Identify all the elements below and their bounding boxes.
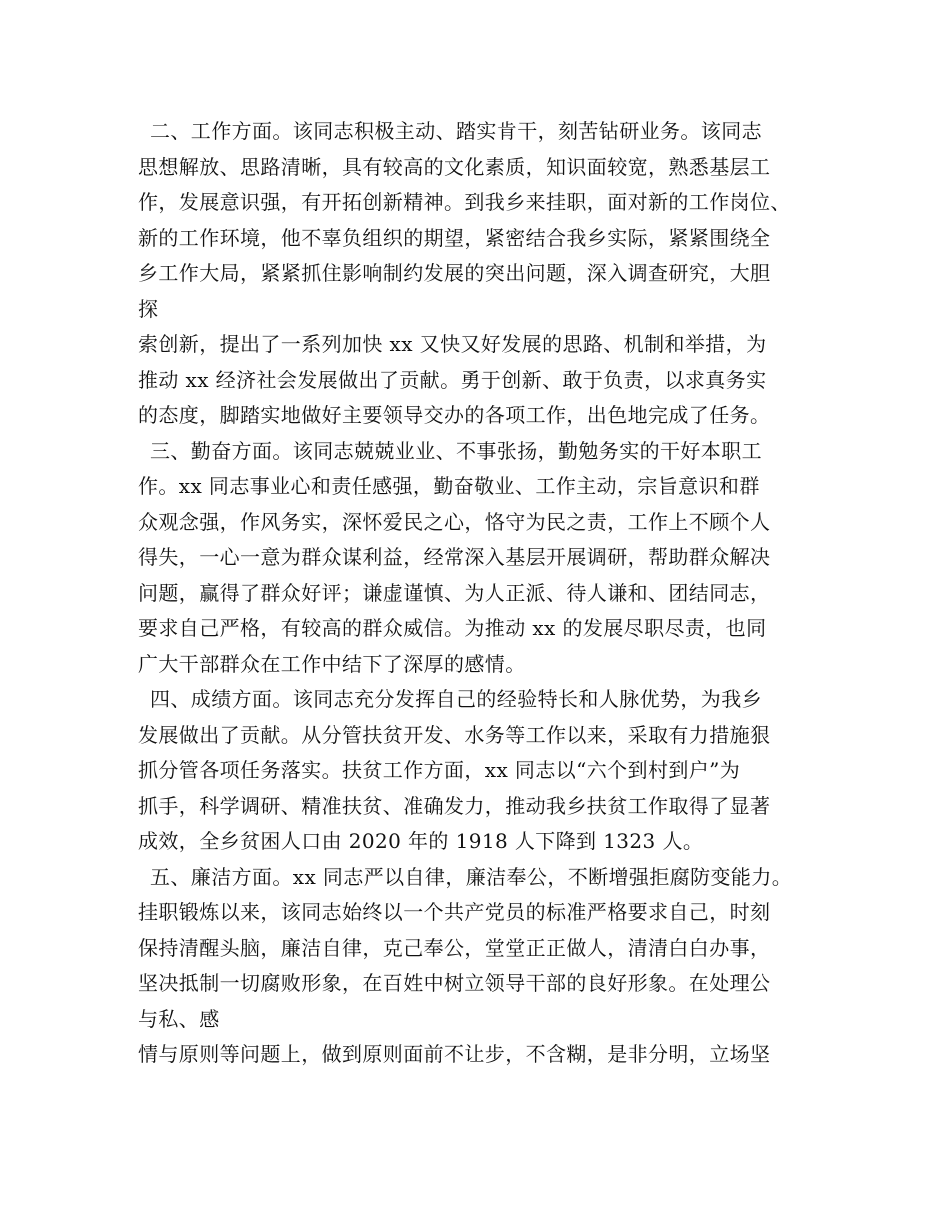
document-body: [138, 114, 838, 1073]
text-line: 与私、感: [138, 1006, 220, 1031]
text-line: 广大干部群众在工作中结下了深厚的感情。: [138, 651, 526, 676]
text-line: 成效，全乡贫困人口由 2020 年的 1918 人下降到 1323 人。: [138, 829, 704, 853]
text-line: 作，发展意识强，有开拓创新精神。到我乡来挂职，面对新的工作岗位、: [138, 190, 791, 214]
text-line: 抓分管各项任务落实。扶贫工作方面，xx 同志以“六个到村到户”为: [138, 758, 741, 782]
text-line: 得失，一心一意为群众谋利益，经常深入基层开展调研，帮助群众解决: [138, 545, 771, 569]
paragraph-heading-integrity: 五、廉洁方面。xx 同志严以自律，廉洁奉公，不断增强拒腐防变能力。: [150, 864, 793, 889]
text-line: 探: [138, 296, 159, 321]
text-line: 坚决抵制一切腐败形象，在百姓中树立领导干部的良好形象。在处理公: [138, 971, 771, 995]
text-line: 众观念强，作风务实，深怀爱民之心，恪守为民之责，工作上不顾个人: [138, 509, 771, 534]
text-line: 抓手，科学调研、精准扶贫、准确发力，推动我乡扶贫工作取得了显著: [138, 793, 771, 818]
text-line: 推动 xx 经济社会发展做出了贡献。勇于创新、敢于负责，以求真务实: [138, 367, 767, 392]
text-line: 乡工作大局，紧紧抓住影响制约发展的突出问题，深入调查研究，大胆: [138, 261, 771, 285]
text-line: 要求自己严格，有较高的群众威信。为推动 xx 的发展尽职尽责，也同: [138, 616, 767, 640]
paragraph-heading-achievements: 四、成绩方面。该同志充分发挥自己的经验特长和人脉优势，为我乡: [150, 687, 762, 711]
paragraph-heading-work: 二、工作方面。该同志积极主动、踏实肯干，刻苦钻研业务。该同志: [150, 119, 762, 143]
text-line: 发展做出了贡献。从分管扶贫开发、水务等工作以来，采取有力措施狠: [138, 722, 771, 747]
text-line: 索创新，提出了一系列加快 xx 又快又好发展的思路、机制和举措，为: [138, 332, 767, 356]
text-line: 问题，赢得了群众好评；谦虚谨慎、为人正派、待人谦和、团结同志，: [138, 580, 771, 605]
text-line: 作。xx 同志事业心和责任感强，勤奋敬业、工作主动，宗旨意识和群: [138, 474, 760, 498]
text-line: 思想解放、思路清晰，具有较高的文化素质，知识面较宽，熟悉基层工: [138, 154, 771, 179]
text-line: 挂职锻炼以来，该同志始终以一个共产党员的标准严格要求自己，时刻: [138, 900, 771, 924]
text-line: 的态度，脚踏实地做好主要领导交办的各项工作，出色地完成了任务。: [138, 403, 771, 427]
paragraph-heading-diligence: 三、勤奋方面。该同志兢兢业业、不事张扬，勤勉务实的干好本职工: [150, 438, 762, 463]
text-line: 情与原则等问题上，做到原则面前不让步，不含糊，是非分明，立场坚: [138, 1042, 771, 1066]
text-line: 保持清醒头脑，廉洁自律，克己奉公，堂堂正正做人，清清白白办事，: [138, 935, 771, 960]
text-line: 新的工作环境，他不辜负组织的期望，紧密结合我乡实际，紧紧围绕全: [138, 225, 771, 250]
